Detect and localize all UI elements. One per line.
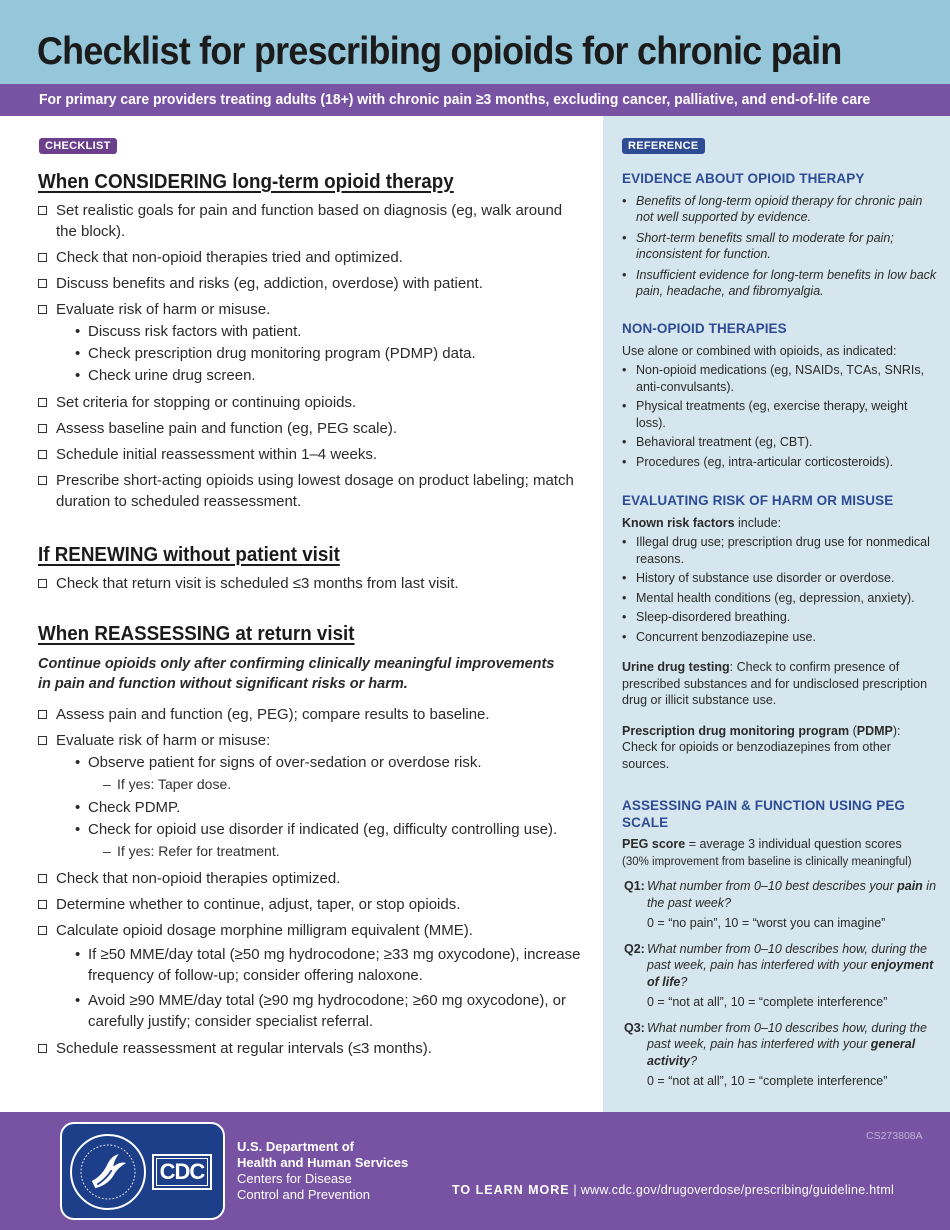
checkbox-icon[interactable]	[38, 279, 47, 288]
checklist-item[interactable]: Check that non-opioid therapies optimized.	[38, 868, 583, 889]
reassessing-lead: Continue opioids only after confirming clinically meaningful improvements in pain and function without significant risks or harm.	[38, 656, 555, 692]
bullet-icon: •	[75, 367, 81, 384]
peg-question: Q3: What number from 0–10 describes how, during the past week, pain has interfered with your general activity?	[624, 1020, 928, 1068]
checkbox-icon[interactable]	[38, 398, 47, 407]
checklist-item[interactable]: Evaluate risk of harm or misuse.	[38, 299, 583, 320]
evidence-item: • Insufficient evidence for long-term benefits in low back pain, headache, and fibromyalgia.	[622, 267, 937, 298]
checkbox-icon[interactable]	[38, 710, 47, 719]
checkbox-icon[interactable]	[38, 926, 47, 935]
checkbox-icon[interactable]	[38, 874, 47, 883]
reference-tag: REFERENCE	[622, 138, 705, 154]
evidence-section	[622, 171, 937, 304]
risk-item: • Mental health conditions (eg, depression, anxiety).	[622, 590, 915, 605]
urine-drug-testing: Urine drug testing: Check to confirm presence of prescribed substances and for undisclosed prescription drug or illicit substance use.	[622, 660, 928, 707]
sub-item: • Observe patient for signs of over-sedation or overdose risk.	[75, 754, 482, 771]
footer	[0, 1112, 950, 1230]
risk-item: • Concurrent benzodiazepine use.	[622, 629, 816, 644]
nonopioid-item: • Behavioral treatment (eg, CBT).	[622, 435, 813, 449]
sub-item: • Check PDMP.	[75, 799, 181, 816]
bullet-icon: •	[75, 323, 81, 340]
risk-item: • Illegal drug use; prescription drug use for nonmedical reasons.	[622, 535, 930, 566]
risk-heading: EVALUATING RISK OF HARM OR MISUSE	[622, 493, 894, 508]
sub-sub-item: – If yes: Refer for treatment.	[103, 843, 280, 859]
document-code: CS273808A	[866, 1130, 923, 1142]
nonopioid-intro: Use alone or combined with opioids, as indicated:	[622, 343, 897, 358]
peg-note: (30% improvement from baseline is clinically meaningful)	[622, 855, 912, 868]
sub-item: • Check for opioid use disorder if indicated (eg, difficulty controlling use).	[75, 821, 558, 838]
peg-scale: 0 = “not at all”, 10 = “complete interference”	[647, 1074, 888, 1088]
considering-list	[38, 200, 583, 517]
hhs-seal-icon	[70, 1134, 146, 1210]
nonopioid-item: • Procedures (eg, intra-articular corticosteroids).	[622, 454, 894, 469]
sub-item: • Check prescription drug monitoring program (PDMP) data.	[75, 345, 476, 362]
checkbox-icon[interactable]	[38, 424, 47, 433]
checkbox-icon[interactable]	[38, 1044, 47, 1053]
cdc-logo	[152, 1154, 212, 1190]
subtitle-bar	[0, 84, 950, 116]
checkbox-icon[interactable]	[38, 450, 47, 459]
sub-item: • If ≥50 MME/day total (≥50 mg hydrocodone; ≥33 mg oxycodone), increase frequency of follow-up; consider offering naloxone.	[75, 946, 581, 984]
checkbox-icon[interactable]	[38, 736, 47, 745]
nonopioid-item: • Physical treatments (eg, exercise therapy, weight loss).	[622, 399, 908, 430]
nonopioid-heading: NON-OPIOID THERAPIES	[622, 321, 787, 336]
nonopioid-section	[622, 321, 937, 474]
checklist-item[interactable]: Check that non-opioid therapies tried and optimized.	[38, 247, 583, 268]
peg-question: Q2: What number from 0–10 describes how, during the past week, pain has interfered with your enjoyment of life?	[624, 941, 934, 989]
checklist-item[interactable]: Assess baseline pain and function (eg, PEG scale).	[38, 418, 583, 439]
nonopioid-item: • Non-opioid medications (eg, NSAIDs, TCAs, SNRIs, anti-convulsants).	[622, 363, 925, 394]
page-subtitle: For primary care providers treating adults (18+) with chronic pain ≥3 months, excluding cancer, palliative, and end-of-life care	[39, 91, 871, 108]
evidence-item: • Benefits of long-term opioid therapy for chronic pain not well supported by evidence.	[622, 193, 923, 224]
bullet-icon: •	[75, 992, 81, 1009]
logo-box	[60, 1122, 225, 1220]
sub-sub-item: – If yes: Taper dose.	[103, 776, 232, 792]
peg-scale: 0 = “not at all”, 10 = “complete interference”	[647, 995, 888, 1009]
evidence-item: • Short-term benefits small to moderate for pain; inconsistent for function.	[622, 230, 894, 261]
checklist-item[interactable]: Check that return visit is scheduled ≤3 months from last visit.	[38, 573, 583, 594]
sub-item: • Discuss risk factors with patient.	[75, 323, 302, 340]
considering-heading: When CONSIDERING long-term opioid therapy	[38, 171, 454, 193]
sub-item: • Check urine drug screen.	[75, 367, 256, 384]
reassessing-heading: When REASSESSING at return visit	[38, 623, 355, 645]
learn-more: TO LEARN MORE | www.cdc.gov/drugoverdose/prescribing/guideline.html	[452, 1183, 895, 1197]
bullet-icon: •	[75, 754, 81, 771]
peg-heading: ASSESSING PAIN & FUNCTION USING PEG SCALE	[622, 798, 906, 830]
page-title: Checklist for prescribing opioids for chronic pain	[37, 30, 842, 73]
checklist-item[interactable]: Prescribe short-acting opioids using lowest dosage on product labeling; match duration to scheduled reassessment.	[38, 470, 583, 512]
checklist-item[interactable]: Evaluate risk of harm or misuse:	[38, 730, 583, 751]
risk-item: • History of substance use disorder or overdose.	[622, 571, 895, 585]
evidence-heading: EVIDENCE ABOUT OPIOID THERAPY	[622, 171, 865, 186]
renewing-list	[38, 573, 583, 599]
peg-question: Q1: What number from 0–10 best describes your pain in the past week?	[624, 879, 937, 910]
risk-intro: Known risk factors include:	[622, 515, 782, 530]
header-bar	[0, 0, 950, 84]
checklist-item[interactable]: Set criteria for stopping or continuing opioids.	[38, 392, 583, 413]
bullet-icon: •	[75, 821, 81, 838]
peg-score: PEG score = average 3 individual question scores	[622, 837, 902, 851]
peg-scale: 0 = “no pain”, 10 = “worst you can imagine”	[647, 916, 886, 930]
checkbox-icon[interactable]	[38, 253, 47, 262]
checklist-item[interactable]: Determine whether to continue, adjust, taper, or stop opioids.	[38, 894, 583, 915]
checkbox-icon[interactable]	[38, 579, 47, 588]
risk-section	[622, 493, 937, 775]
guideline-link[interactable]: www.cdc.gov/drugoverdose/prescribing/guideline.html	[580, 1183, 895, 1197]
peg-section	[622, 798, 937, 1099]
cdc-logo-text: CDC	[156, 1158, 208, 1186]
agency-name: U.S. Department of Health and Human Services Centers for Disease Control and Prevention	[237, 1139, 409, 1202]
risk-item: • Sleep-disordered breathing.	[622, 610, 791, 624]
sub-item: • Avoid ≥90 MME/day total (≥90 mg hydrocodone; ≥60 mg oxycodone), or carefully justify; consider specialist referral.	[75, 992, 567, 1030]
checklist-item[interactable]: Assess pain and function (eg, PEG); compare results to baseline.	[38, 704, 583, 725]
checklist-item[interactable]: Schedule reassessment at regular intervals (≤3 months).	[38, 1038, 583, 1059]
checkbox-icon[interactable]	[38, 206, 47, 215]
hhs-eagle-icon	[72, 1136, 144, 1208]
checkbox-icon[interactable]	[38, 476, 47, 485]
checklist-tag: CHECKLIST	[39, 138, 117, 154]
checklist-item[interactable]: Set realistic goals for pain and function based on diagnosis (eg, walk around the block).	[38, 200, 583, 242]
pdmp-note: Prescription drug monitoring program (PDMP): Check for opioids or benzodiazepines from other sources.	[622, 723, 901, 771]
checkbox-icon[interactable]	[38, 305, 47, 314]
checklist-item[interactable]: Schedule initial reassessment within 1–4 weeks.	[38, 444, 583, 465]
checklist-item[interactable]: Discuss benefits and risks (eg, addiction, overdose) with patient.	[38, 273, 583, 294]
renewing-heading: If RENEWING without patient visit	[38, 544, 340, 566]
bullet-icon: •	[75, 345, 81, 362]
bullet-icon: •	[75, 799, 81, 816]
checklist-item[interactable]: Calculate opioid dosage morphine milligram equivalent (MME).	[38, 920, 583, 941]
checkbox-icon[interactable]	[38, 900, 47, 909]
reassessing-list	[38, 704, 583, 1064]
bullet-icon: •	[75, 946, 81, 963]
